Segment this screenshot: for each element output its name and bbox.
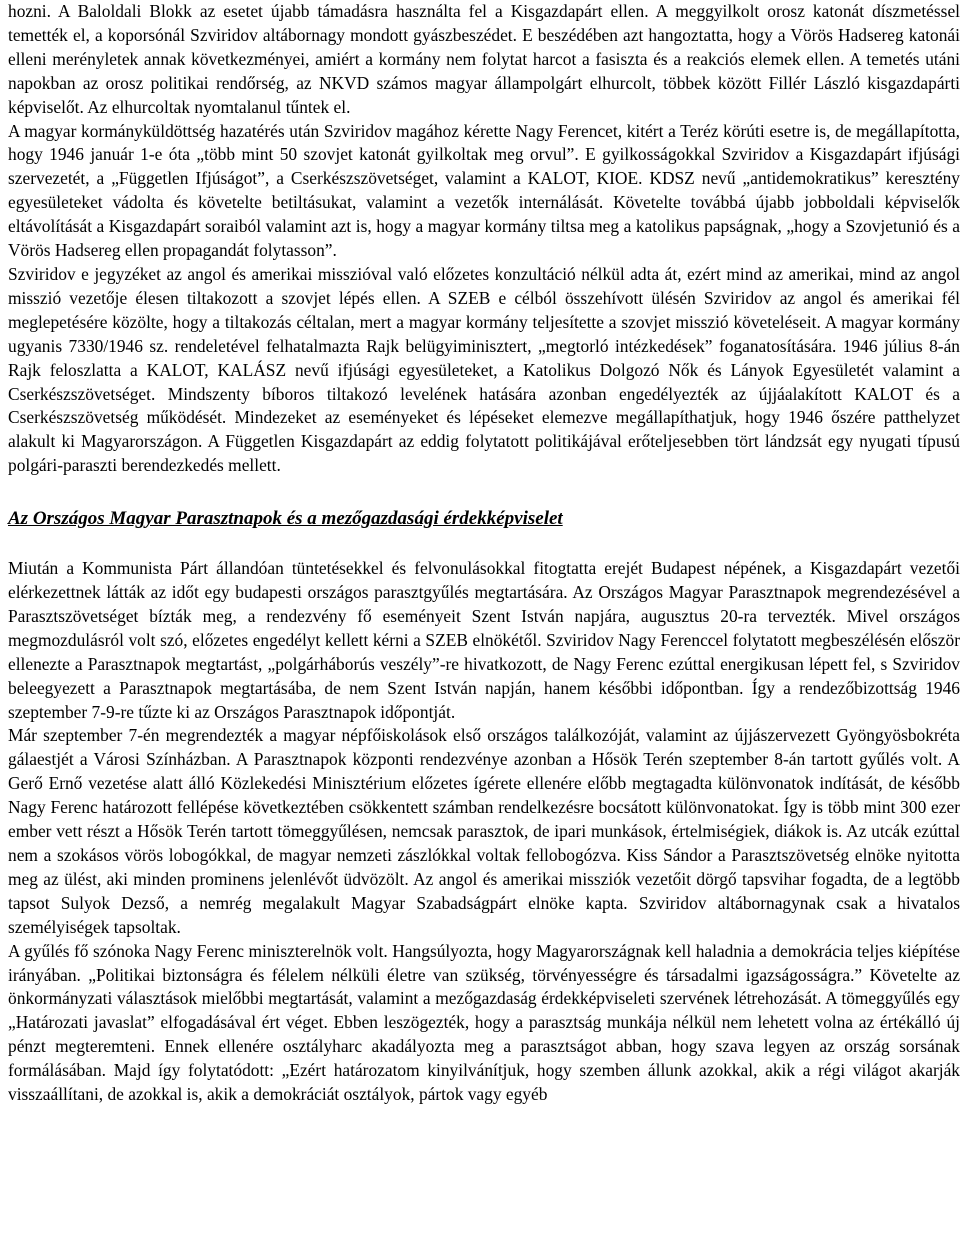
spacer — [8, 531, 960, 557]
spacer — [8, 478, 960, 507]
paragraph: Miután a Kommunista Párt állandóan tüntetésekkel és felvonulásokkal fitogtatta erejét Budapest népének, a Kisgazdapárt vezetői elérkezettnek látták az időt egy budapesti országos parasztgyűlés megtartására. Az Országos Magyar Parasztnapok megrendezésével a Parasztszövetséget bízták meg, a rendezvény fő eseményeit Szent István napjára, augusztus 20-ra tervezték. Mivel országos megmozdulásról volt szó, előzetes engedélyt kellett kérni a SZEB elnökétől. Szviridov Nagy Ferenccel folytatott megbeszélésén először ellenezte a Parasztnapok megtartást, „polgárháborús veszély”-re hivatkozott, de Nagy Ferenc ezúttal energikusan lépett fel, s Szviridov beleegyezett a Parasztnapok megtartásába, de nem Szent István napján, hanem későbbi időpontban. Így a rendezőbizottság 1946 szeptember 7-9-re tűzte ki az Országos Parasztnapok időpontját. — [8, 558, 960, 722]
paragraph: Már szeptember 7-én megrendezték a magyar népfőiskolások első országos találkozóját, valamint az újjászervezett Gyöngyösbokréta gálaestjét a Városi Színházban. A Parasztnapok központi rendezvénye azonban a Hősök Terén szeptember 8-án tartott gyűlés volt. A Gerő Ernő vezetése alatt álló Közlekedési Minisztérium előzetes ígérete ellenére előbb megtagadta különvonatok indítását, de később Nagy Ferenc határozott fellépése következtében csökkentett számban rendelkezésre bocsátott különvonatokat. Így is több mint 300 ezer ember vett részt a Hősök Terén tartott tömeggyűlésen, nemcsak parasztok, de ipari munkások, értelmiségiek, diákok is. Az utcák ezúttal nem a szokásos vörös lobogókkal, de magyar nemzeti zászlókkal voltak fellobogózva. Kiss Sándor a Parasztszövetség elnöke nyitotta meg az ülést, aki minden prominens jelenlévőt üdvözölt. Az angol és amerikai missziók vezetőit dörgő tapsvihar fogadta, de a legtöbb tapsot Sulyok Dezső, a nemrég megalakult Magyar Szabadságpárt elnöke kapta. Szviridov altábornagynak csak a hivatalos személyiségek tapsoltak. — [8, 725, 960, 937]
paragraph: Szviridov e jegyzéket az angol és amerikai misszióval való előzetes konzultáció nélkül adta át, ezért mind az amerikai, mind az angol misszió vezetője élesen tiltakozott a szovjet lépés ellen. A SZEB e célból összehívott ülésén Szviridov az angol és amerikai fél meglepetésére közölte, hogy a tiltakozás céltalan, mert a magyar kormány teljesítette a szovjet misszió követeléseit. A magyar kormány ugyanis 7330/1946 sz. rendeletével felhatalmazta Rajk belügyiminisztert, „megtorló intézkedések” foganatosítására. 1946 július 8-án Rajk feloszlatta a KALOT, KALÁSZ nevű ifjúsági egyesületeket, a Katolikus Dolgozó Nők és Lányok Egyesületét valamint a Cserkészszövetséget. Mindszenty bíboros tiltakozó levelének hatására azonban engedélyezték az újjáalakított KALOT és a Cserkészszövetség működését. Mindezeket az eseményeket és lépéseket elemezve megállapíthatjuk, hogy 1946 őszére patthelyzet alakult ki Magyarországon. A Független Kisgazdapárt az eddig folytatott politikájával erőteljesebben tört lándzsát egy nyugati típusú polgári-paraszti berendezkedés mellett. — [8, 263, 960, 476]
section-heading: Az Országos Magyar Parasztnapok és a mezőgazdasági érdekképviselet — [8, 508, 563, 530]
document-page — [8, 0, 960, 1107]
paragraph: hozni. A Baloldali Blokk az esetet újabb támadásra használta fel a Kisgazdapárt ellen. A meggyilkolt orosz katonát díszmetéssel temették el, a koporsónál Szviridov altábornagy mondott gyászbeszédet. E beszédében azt hangoztatta, hogy a Vörös Hadsereg katonái elleni merényletek annak következményei, amiért a kormány nem folytat harcot a fasiszta és a reakciós elemek ellen. A temetés utáni napokban az orosz politikai rendőrség, az NKVD számos magyar állampolgárt elhurcolt, többek között Fillér László kisgazdapárti képviselőt. Az elhurcoltak nyomtalanul tűntek el. — [8, 1, 960, 117]
paragraph: A gyűlés fő szónoka Nagy Ferenc miniszterelnök volt. Hangsúlyozta, hogy Magyarországnak kell haladnia a demokrácia teljes kiépítése irányában. „Politikai biztonságra és félelem nélküli életre van szükség, törvényességre és társadalmi igazságosságra.” Követelte az önkormányzati választások mielőbbi megtartását, valamint a mezőgazdaság érdekképviseleti szervének létrehozását. A tömeggyűlés egy „Határozati javaslat” elfogadásával ért véget. Ebben leszögezték, hogy a parasztság munkája nélkül nem lehetett volna az értékálló új pénzt megteremteni. Ennek ellenére osztályharc akadályozta meg a parasztságot abban, hogy szava legyen az ország sorsának formálásában. Majd így folytatódott: „Ezért határozatom kinyilvánítjuk, hogy szemben állunk azokkal, akik a régi világot akarják visszaállítani, de azokkal is, akik a demokráciát osztályok, pártok vagy egyéb — [8, 940, 960, 1105]
paragraph: A magyar kormányküldöttség hazatérés után Szviridov magához kérette Nagy Ferencet, kitért a Teréz körúti esetre is, de megállapította, hogy 1946 január 1-e óta „több mint 50 szovjet katonát gyilkoltak meg orvul”. E gyilkosságokkal Szviridov a Kisgazdapárt ifjúsági szervezetét, a „Független Ifjúságot”, a Cserkészszövetséget, valamint a KALOT, KIOE. KDSZ nevű „antidemokratikus” keresztény egyesületeket vádolta és követelte betiltásukat, valamint a vezetők internálását. Követelte továbbá újabb jobboldali képviselők eltávolítását a Kisgazdapárt soraiból valamint azt is, hogy a magyar kormány tiltsa meg a katolikus papságnak, „hogy a Szovjetunió és a Vörös Hadsereg ellen propagandát folytasson”. — [8, 120, 960, 261]
